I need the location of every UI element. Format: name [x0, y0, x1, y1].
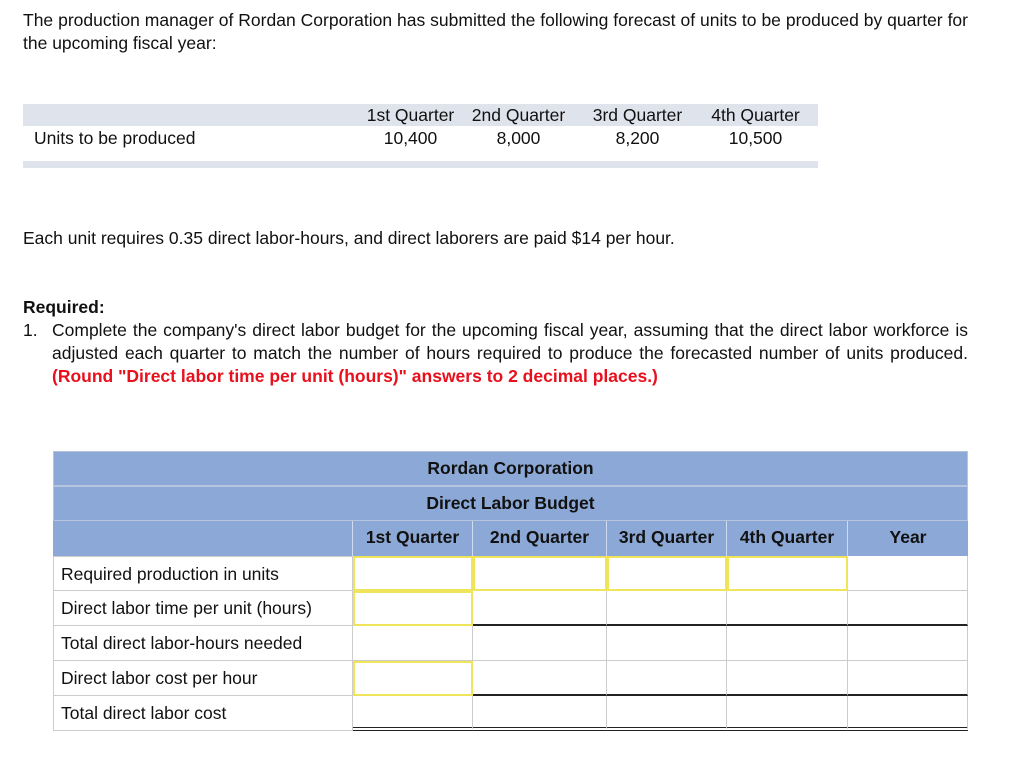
forecast-q4-header: 4th Quarter — [711, 105, 800, 125]
required-production-year-cell — [848, 556, 968, 591]
total-labor-hours-q1-cell — [353, 626, 473, 661]
required-item-number: 1. — [23, 320, 38, 340]
forecast-q1-header: 1st Quarter — [366, 105, 455, 125]
labor-cost-per-hour-q3-cell — [607, 661, 727, 696]
required-section — [23, 296, 968, 388]
total-labor-cost-q3-cell — [607, 696, 727, 731]
required-item-text: Complete the company's direct labor budget for the upcoming fiscal year, assuming that the direct labor workforce is adjusted each quarter to match the number of hours required to produce the forecasted number of units produced. — [52, 320, 968, 363]
row-label-labor-time-per-unit: Direct labor time per unit (hours) — [53, 591, 353, 626]
labor-time-per-unit-q3-cell — [607, 591, 727, 626]
budget-q1-header: 1st Quarter — [353, 521, 473, 556]
unit-requirements-text: Each unit requires 0.35 direct labor-hours, and direct laborers are paid $14 per hour. — [23, 228, 675, 248]
budget-company-name: Rordan Corporation — [53, 451, 968, 486]
required-title: Required: — [23, 297, 105, 317]
forecast-row-label: Units to be produced — [34, 128, 196, 148]
forecast-q2-value: 8,000 — [496, 128, 541, 148]
row-label-required-production: Required production in units — [53, 556, 353, 591]
labor-time-per-unit-year-cell — [848, 591, 968, 626]
total-labor-cost-year-cell — [848, 696, 968, 731]
labor-cost-per-hour-q1-input[interactable] — [353, 661, 473, 696]
forecast-footer-bar — [23, 161, 818, 168]
required-production-q2-input[interactable] — [473, 556, 607, 591]
budget-label-header — [53, 521, 353, 556]
rounding-note: (Round "Direct labor time per unit (hours)" answers to 2 decimal places.) — [52, 366, 658, 386]
total-labor-cost-q2-cell — [473, 696, 607, 731]
total-labor-hours-q3-cell — [607, 626, 727, 661]
forecast-table — [23, 104, 818, 168]
forecast-q3-value: 8,200 — [615, 128, 660, 148]
budget-q3-header: 3rd Quarter — [607, 521, 727, 556]
total-labor-hours-q2-cell — [473, 626, 607, 661]
labor-time-per-unit-q2-cell — [473, 591, 607, 626]
labor-cost-per-hour-year-cell — [848, 661, 968, 696]
labor-time-per-unit-q4-cell — [727, 591, 848, 626]
total-labor-cost-q1-cell — [353, 696, 473, 731]
row-label-total-labor-hours: Total direct labor-hours needed — [53, 626, 353, 661]
forecast-q3-header: 3rd Quarter — [592, 105, 683, 125]
budget-q4-header: 4th Quarter — [727, 521, 848, 556]
labor-cost-per-hour-q4-cell — [727, 661, 848, 696]
required-item — [23, 319, 968, 388]
labor-cost-per-hour-q2-cell — [473, 661, 607, 696]
budget-title: Direct Labor Budget — [53, 486, 968, 521]
total-labor-cost-q4-cell — [727, 696, 848, 731]
budget-year-header: Year — [848, 521, 968, 556]
forecast-q2-header: 2nd Quarter — [471, 105, 566, 125]
forecast-q1-value: 10,400 — [383, 128, 438, 148]
required-item-body — [52, 319, 968, 388]
row-label-total-labor-cost: Total direct labor cost — [53, 696, 353, 731]
total-labor-hours-year-cell — [848, 626, 968, 661]
direct-labor-budget-table — [53, 451, 968, 734]
row-label-labor-cost-per-hour: Direct labor cost per hour — [53, 661, 353, 696]
total-labor-hours-q4-cell — [727, 626, 848, 661]
forecast-q4-value: 10,500 — [728, 128, 783, 148]
intro-text: The production manager of Rordan Corporation has submitted the following forecast of units to be produced by quarter for the upcoming fiscal year: — [23, 10, 968, 53]
budget-q2-header: 2nd Quarter — [473, 521, 607, 556]
required-production-q1-input[interactable] — [353, 556, 473, 591]
required-production-q4-input[interactable] — [727, 556, 848, 591]
required-production-q3-input[interactable] — [607, 556, 727, 591]
labor-time-per-unit-q1-input[interactable] — [353, 591, 473, 626]
